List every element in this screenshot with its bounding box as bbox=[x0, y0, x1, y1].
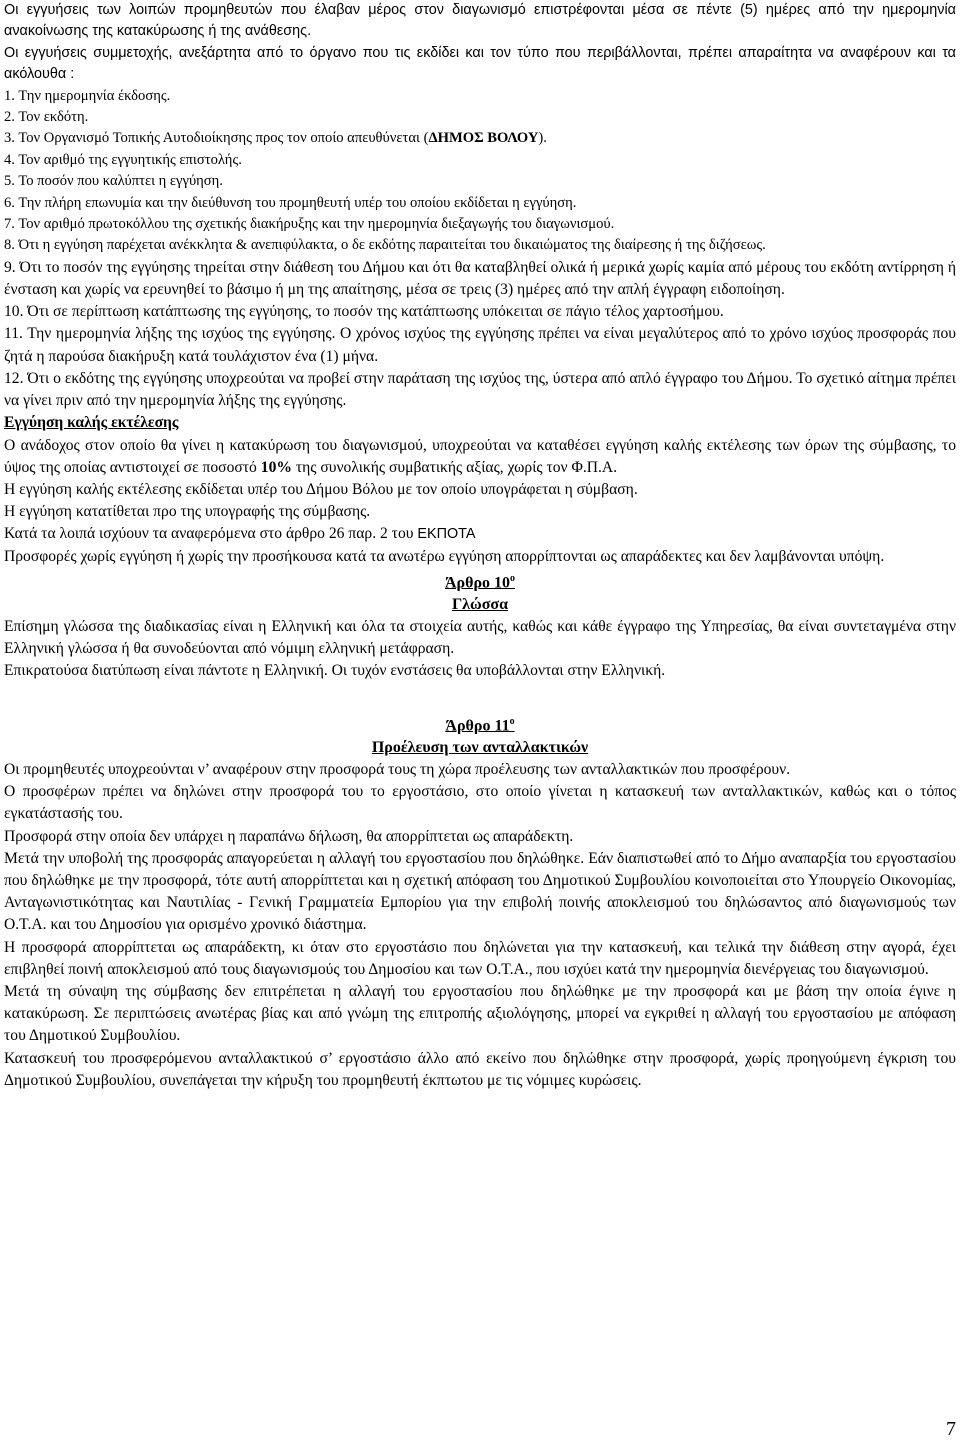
paragraph-text: Κατά τα λοιπά ισχύουν τα αναφερόμενα στο άρθρο 26 παρ. 2 του bbox=[4, 525, 418, 543]
spacer bbox=[4, 683, 956, 705]
ordinal-superscript: ο bbox=[509, 715, 515, 727]
list-item: 10. Ότι σε περίπτωση κατάπτωσης της εγγύησης, το ποσόν της κατάπτωσης υπόκειται σε πάγιο τέλος χαρτοσήμου. bbox=[4, 303, 724, 321]
paragraph-text: Ο ανάδοχος στον οποίο θα γίνει η κατακύρωση του διαγωνισμού, υποχρεούται να καταθέσει εγγύηση καλής εκτέλεσης των όρων της σύμβασης, το ύψος της οποίας αντιστοιχεί σε ποσοστό bbox=[4, 436, 956, 476]
paragraph: Οι προμηθευτές υποχρεούνται ν’ αναφέρουν στην προσφορά τους τη χώρα προέλευσης των ανταλλακτικών που προσφέρουν. bbox=[4, 760, 791, 778]
list-item: 6. Την πλήρη επωνυμία και την διεύθυνση του προμηθευτή υπέρ του οποίου εκδίδεται η εγγύηση. bbox=[4, 194, 577, 211]
document-page bbox=[4, 0, 956, 1092]
list-item: 11. Την ημερομηνία λήξης της ισχύος της εγγύησης. Ο χρόνος ισχύος της εγγύησης πρέπει να είναι μεγαλύτερος από το χρόνο ισχύος προσφοράς που ζητά η παρούσα διακήρυξη κατά τουλάχιστον ένα (1) μήνα. bbox=[4, 325, 956, 365]
article-heading-text: Άρθρο 10 bbox=[444, 574, 511, 592]
paragraph: Επικρατούσα διατύπωση είναι πάντοτε η Ελληνική. Οι τυχόν ενστάσεις θα υποβάλλονται στην Ελληνική. bbox=[4, 662, 666, 680]
paragraph-guarantee-requirements: Οι εγγυήσεις συμμετοχής, ανεξάρτητα από το όργανο που τις εκδίδει και τον τύπο που περιβάλλονται, πρέπει απαραίτητα να αναφέρουν και τα ακόλουθα : bbox=[4, 44, 956, 83]
paragraph: Η εγγύηση κατατίθεται προ της υπογραφής της σύμβασης. bbox=[4, 503, 371, 521]
list-item: 12. Ότι ο εκδότης της εγγύησης υποχρεούται να προβεί στην παράταση της ισχύος της, ύστερα από απλό έγγραφο του Δήμου. Το σχετικό αίτημα πρέπει να γίνει πριν από την ημερομηνία λήξης της εγγύησης. bbox=[4, 369, 956, 410]
list-item: 1. Την ημερομηνία έκδοσης. bbox=[4, 87, 171, 104]
paragraph: Μετά τη σύναψη της σύμβασης δεν επιτρέπεται η αλλαγή του εργοστασίου που δηλώθηκε με την προσφορά και με βάση την οποία έγινε η κατακύρωση. Σε περιπτώσεις ανωτέρας βίας και από γνώμη της επιτροπής αξιολόγησης, μπορεί να εγκριθεί η αλλαγή του εργοστασίου με απόφαση του Δημοτικού Συμβουλίου. bbox=[4, 983, 956, 1045]
paragraph bbox=[4, 435, 956, 479]
paragraph: Μετά την υποβολή της προσφοράς απαγορεύεται η αλλαγή του εργοστασίου που δηλώθηκε. Εάν διαπιστωθεί από το Δήμο αναπαρξία του εργοστασίου που δηλώθηκε με την προσφορά, τότε αυτή απορρίπτεται και η σχετική απόφαση του Δημοτικού Συμβουλίου κοινοποιείται στο Υπουργείο Οικονομίας, Ανταγωνιστικότητας και Ναυτιλίας - Γενική Γραμματεία Εμπορίου για την επιβολή ποινής αποκλεισμού του δηλώσαντος από διαγωνισμούς των Ο.Τ.Α. και του Δημοσίου για ορισμένο χρονικό διάστημα. bbox=[4, 849, 956, 934]
paragraph: Προσφορά στην οποία δεν υπάρχει η παραπάνω δήλωση, θα απορρίπτεται ως απαράδεκτη. bbox=[4, 827, 574, 845]
ordinal-superscript: ο bbox=[510, 572, 516, 584]
list-item-text: 3. Τον Οργανισμό Τοπικής Αυτοδιοίκησης προς τον οποίο απευθύνεται ( bbox=[4, 130, 429, 147]
paragraph: Η προσφορά απορρίπτεται ως απαράδεκτη, κι όταν στο εργοστάσιο που δηλώνεται για την κατασκευή, και τελικά την διάθεση στην αγορά, έχει επιβληθεί ποινή αποκλεισμού από τους διαγωνισμούς του Δημοσίου και των Ο.Τ.Α., που ισχύει κατά την ημερομηνία διενέργειας του διαγωνισμού. bbox=[4, 938, 956, 978]
list-item: 5. Το ποσόν που καλύπτει η εγγύηση. bbox=[4, 173, 223, 190]
paragraph: Κατασκευή του προσφερόμενου ανταλλακτικού σ’ εργοστάσιο άλλο από εκείνο που δηλώθηκε στην προσφορά, χωρίς προηγούμενη έγκριση του Δημοτικού Συμβουλίου, συνεπάγεται την κήρυξη του προμηθευτή έκπτωτου με τις νόμιμες κυρώσεις. bbox=[4, 1049, 956, 1089]
list-item: 2. Τον εκδότη. bbox=[4, 109, 89, 126]
article-10-heading bbox=[4, 568, 956, 594]
article-11-heading bbox=[4, 711, 956, 737]
municipality-name: ΔΗΜΟΣ ΒΟΛΟΥ bbox=[428, 130, 539, 147]
list-item-text: ). bbox=[538, 130, 547, 147]
article-heading-text: Άρθρο 11 bbox=[445, 716, 510, 734]
page-number: 7 bbox=[946, 1418, 956, 1440]
paragraph: Ο προσφέρων πρέπει να δηλώνει στην προσφορά του το εργοστάσιο, στο οποίο γίνεται η κατασκευή των ανταλλακτικών, καθώς και ο τόπος εγκατάστασής του. bbox=[4, 783, 956, 823]
article-10-subheading: Γλώσσα bbox=[451, 596, 509, 614]
list-item: 8. Ότι η εγγύηση παρέχεται ανέκκλητα & ανεπιφύλακτα, ο δε εκδότης παραιτείται του δικαιώματος της διαίρεσης ή της διζήσεως. bbox=[4, 237, 766, 254]
paragraph: Προσφορές χωρίς εγγύηση ή χωρίς την προσήκουσα κατά τα ανωτέρω εγγύηση απορρίπτονται ως απαράδεκτες και δεν λαμβάνονται υπόψη. bbox=[4, 547, 885, 565]
section-title-performance-guarantee: Εγγύηση καλής εκτέλεσης bbox=[4, 414, 179, 432]
list-item: 9. Ότι το ποσόν της εγγύησης τηρείται στην διάθεση του Δήμου και ότι θα καταβληθεί ολικά ή μερικά χωρίς καμία από μέρους του εκδότη αντίρρηση ή ένσταση και χωρίς να ερευνηθεί το βάσιμο ή μη της απαίτησης, μέσα σε τρεις (3) ημέρες από την απλή έγγραφη ειδοποίηση. bbox=[4, 258, 956, 299]
paragraph-return-guarantees: Οι εγγυήσεις των λοιπών προμηθευτών που έλαβαν μέρος στον διαγωνισμό επιστρέφονται μέσα σε πέντε (5) ημέρες από την ημερομηνία ανακοίνωσης της κατακύρωσης ή της ανάθεσης. bbox=[4, 2, 956, 40]
requirements-list bbox=[4, 86, 956, 257]
paragraph bbox=[4, 523, 956, 545]
paragraph-text: της συνολικής συμβατικής αξίας, χωρίς τον Φ.Π.Α. bbox=[291, 458, 618, 476]
paragraph: Η εγγύηση καλής εκτέλεσης εκδίδεται υπέρ του Δήμου Βόλου με τον οποίο υπογράφεται η σύμβαση. bbox=[4, 480, 638, 498]
list-item: 4. Τον αριθμό της εγγυητικής επιστολής. bbox=[4, 151, 242, 168]
list-item bbox=[4, 128, 956, 149]
requirements-list-continued bbox=[4, 257, 956, 1092]
article-11-subheading: Προέλευση των ανταλλακτικών bbox=[371, 738, 589, 756]
paragraph: Επίσημη γλώσσα της διαδικασίας είναι η Ελληνική και όλα τα στοιχεία αυτής, καθώς και κάθε έγγραφο της Υπηρεσίας, θα είναι συντεταγμένα στην Ελληνική γλώσσα ή θα συνοδεύονται από νόμιμη ελληνική μετάφραση. bbox=[4, 618, 956, 658]
list-item: 7. Τον αριθμό πρωτοκόλλου της σχετικής διακήρυξης και την ημερομηνία διεξαγωγής του διαγωνισμού. bbox=[4, 216, 615, 233]
law-reference: ΕΚΠΟΤΑ bbox=[417, 526, 476, 543]
percentage-value: 10% bbox=[260, 458, 292, 476]
guarantee-conditions-section bbox=[4, 0, 956, 86]
